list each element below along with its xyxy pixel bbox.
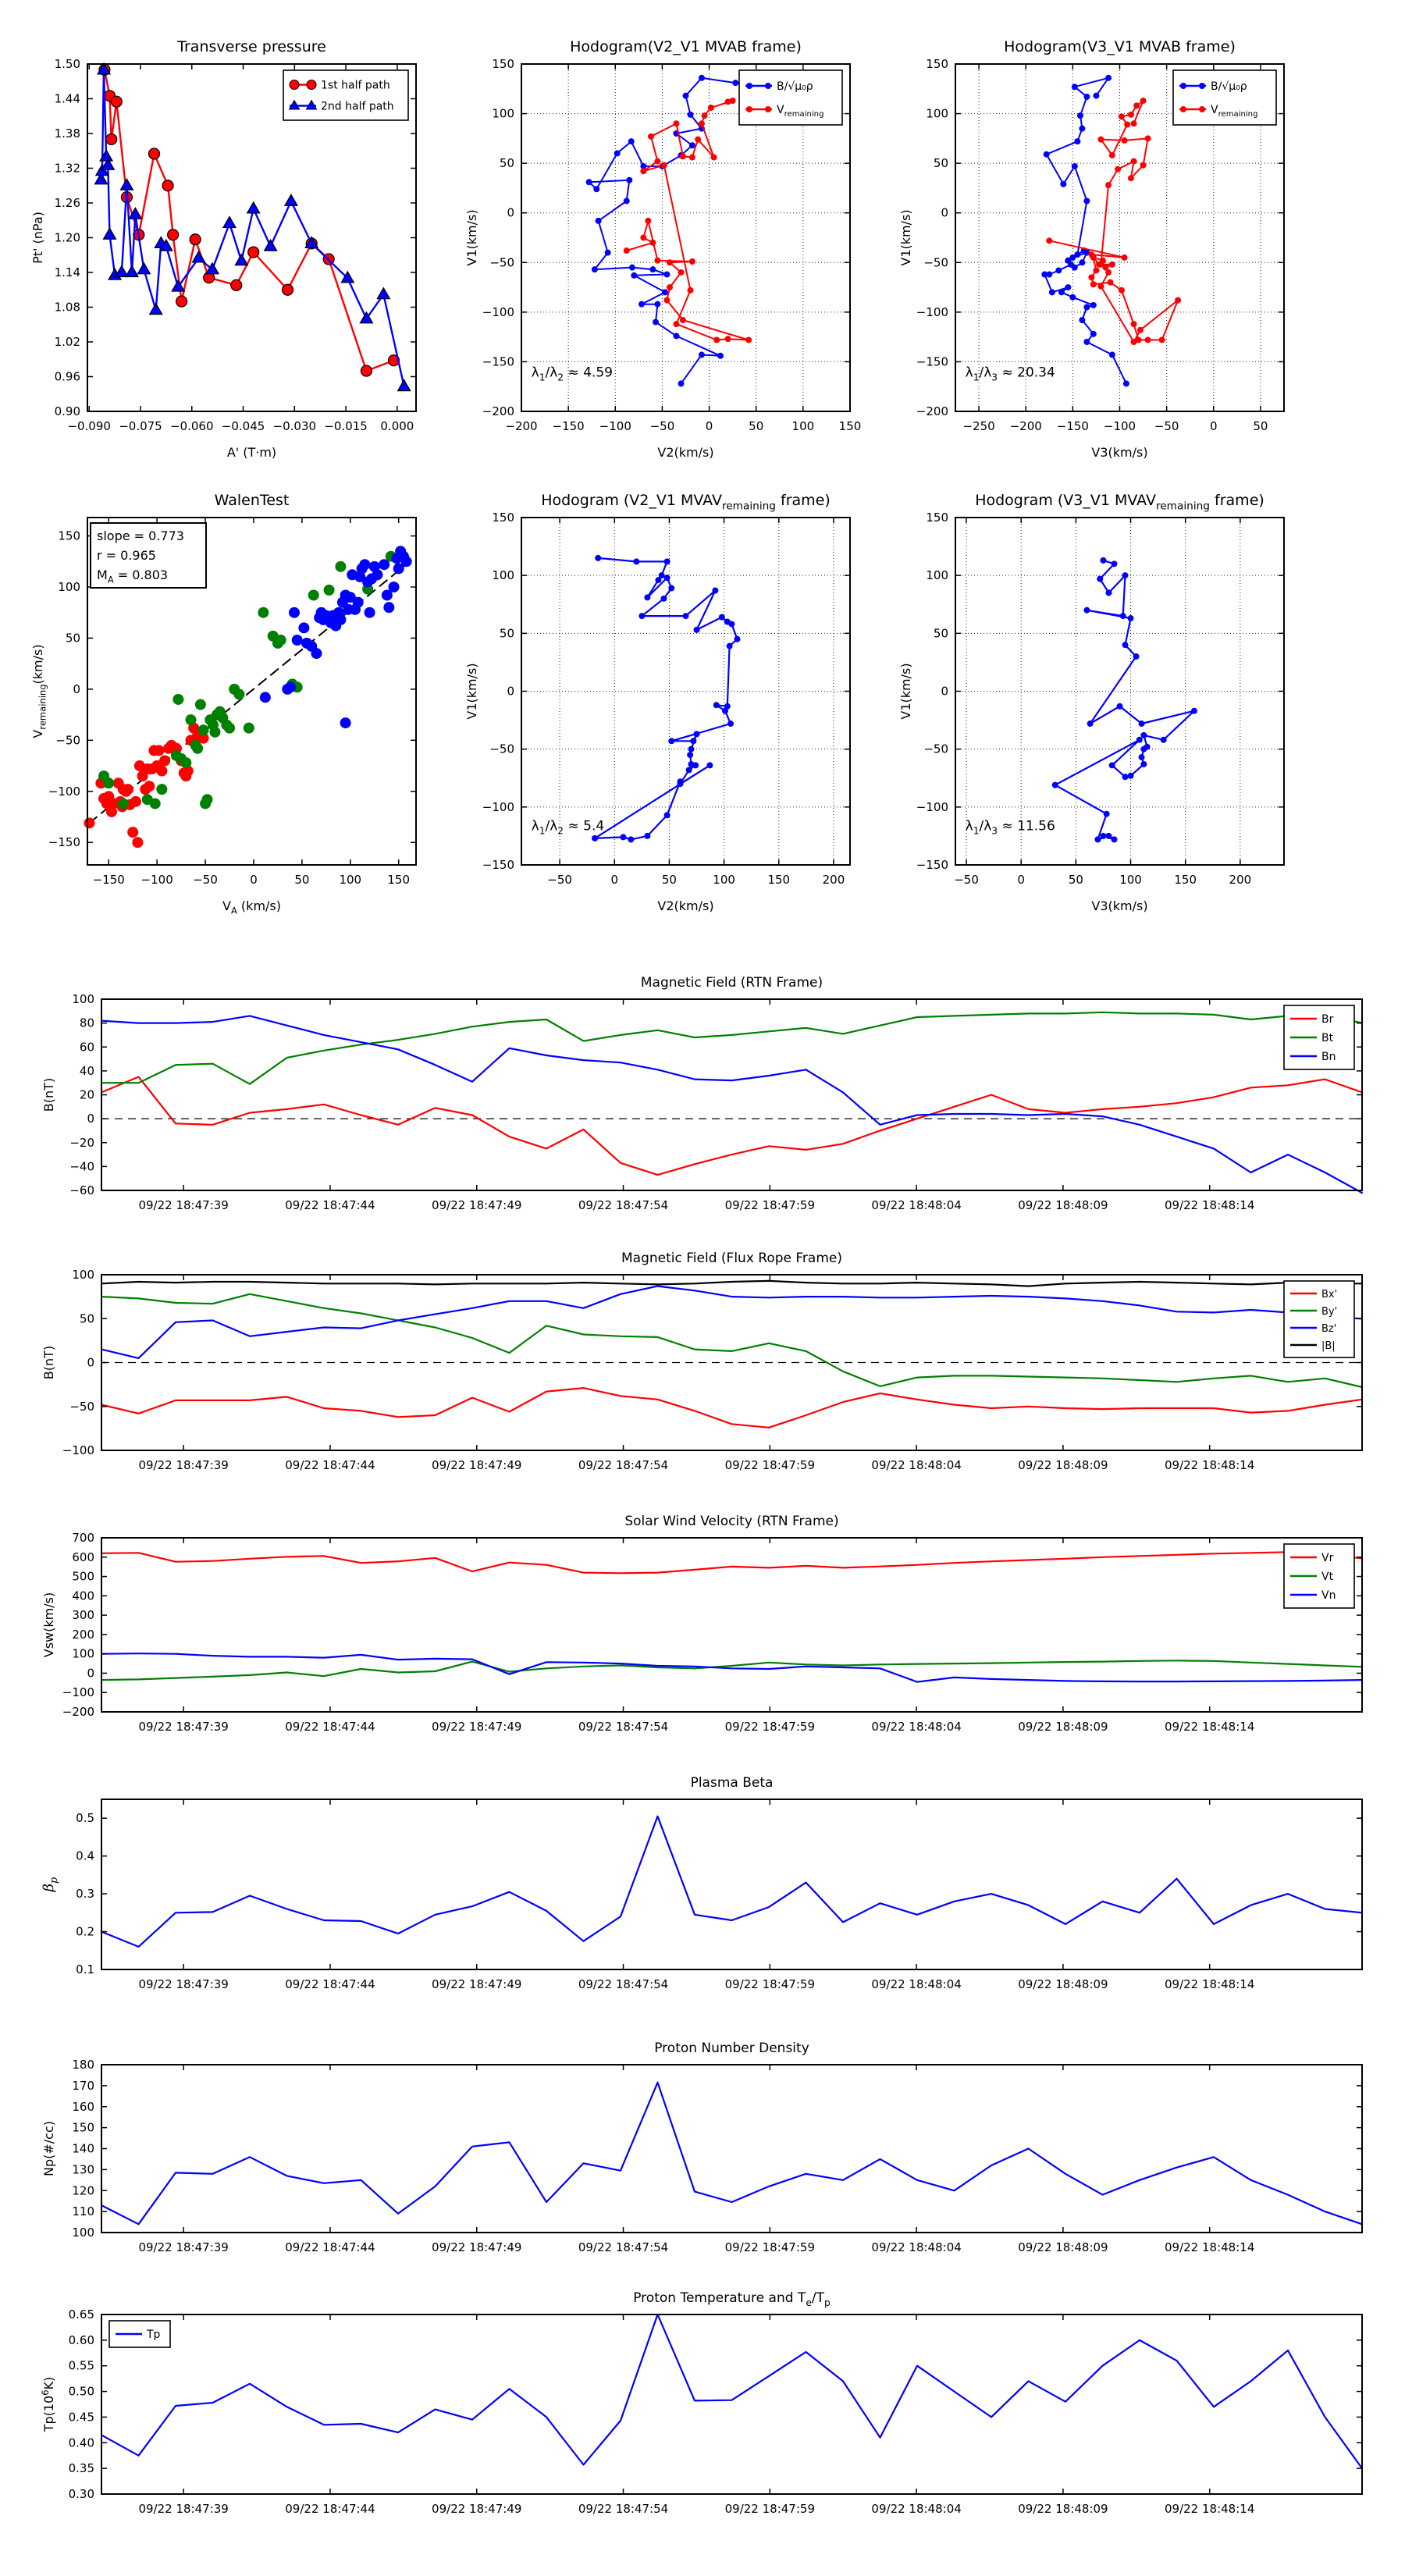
y-tick-label: 120 xyxy=(72,2183,94,2198)
y-tick-label: −60 xyxy=(69,1183,94,1197)
x-tick-label: 09/22 18:47:54 xyxy=(578,1198,669,1212)
x-tick-label: 150 xyxy=(387,873,411,887)
chart-solar-wind-velocity-ylabel: Vsw(km/s) xyxy=(41,1592,56,1658)
y-tick-label: 0.45 xyxy=(68,2410,94,2425)
x-tick-label: 09/22 18:47:44 xyxy=(285,2502,375,2516)
x-tick-label: −150 xyxy=(92,873,125,887)
y-tick-label: 50 xyxy=(933,156,948,171)
x-tick-label: 0 xyxy=(250,873,258,887)
x-tick-label: 09/22 18:47:49 xyxy=(432,1198,522,1212)
y-tick-label: 200 xyxy=(72,1627,94,1642)
y-tick-label: −200 xyxy=(916,404,948,418)
chart-walen-test-title: WalenTest xyxy=(214,492,290,509)
y-tick-label: 1.20 xyxy=(54,230,80,245)
y-tick-label: 0.90 xyxy=(54,404,80,418)
x-tick-label: 09/22 18:48:14 xyxy=(1165,2240,1255,2254)
chart-walen-test-xlabel: $V_A$ (km/s) xyxy=(222,898,281,916)
y-tick-label: 50 xyxy=(499,156,514,171)
x-tick-label: 0 xyxy=(705,419,713,433)
x-tick-label: 09/22 18:48:04 xyxy=(871,2240,962,2254)
x-tick-label: 50 xyxy=(1068,873,1083,887)
y-tick-label: 50 xyxy=(79,1311,94,1326)
chart-hodogram-v3v1-mvav-annotation: $\lambda_1/\lambda_3 \approx 11.56$ xyxy=(965,818,1055,837)
x-tick-label: 0 xyxy=(1017,873,1025,887)
x-tick-label: −50 xyxy=(193,873,218,887)
legend-label: Bx' xyxy=(1321,1289,1338,1300)
y-tick-label: 110 xyxy=(72,2204,94,2219)
x-tick-label: 09/22 18:48:04 xyxy=(871,1720,962,1734)
y-tick-label: −20 xyxy=(69,1135,94,1150)
x-tick-label: −150 xyxy=(552,419,585,433)
x-tick-label: 09/22 18:48:04 xyxy=(871,1198,962,1212)
chart-magnetic-field-rtn-legend xyxy=(1284,1005,1354,1069)
y-tick-label: 0 xyxy=(941,205,948,220)
x-tick-label: 100 xyxy=(1119,873,1142,887)
chart-walen-test-statsbox xyxy=(91,523,206,588)
legend-label: Bz' xyxy=(1321,1323,1337,1335)
x-tick-label: −100 xyxy=(140,873,173,887)
x-tick-label: 100 xyxy=(713,873,735,887)
x-tick-label: 50 xyxy=(661,873,677,887)
x-tick-label: 09/22 18:47:59 xyxy=(724,1977,816,1991)
x-tick-label: 50 xyxy=(749,419,764,433)
chart-proton-temperature-title: Proton Temperature and $T_e/T_p$ xyxy=(633,2290,831,2308)
chart-transverse-pressure-ylabel: Pt' (nPa) xyxy=(30,212,45,264)
y-tick-label: −150 xyxy=(482,858,514,872)
y-tick-label: 50 xyxy=(933,626,948,641)
y-tick-label: 150 xyxy=(492,511,514,525)
x-tick-label: 150 xyxy=(838,419,862,433)
x-tick-label: −0.075 xyxy=(119,419,162,433)
y-tick-label: 0.40 xyxy=(68,2435,94,2450)
x-tick-label: 09/22 18:47:39 xyxy=(138,2240,229,2254)
chart-magnetic-field-rtn-ylabel: B(nT) xyxy=(41,1077,56,1112)
stats-line: $M_A = 0.803$ xyxy=(97,568,169,585)
x-tick-label: 100 xyxy=(339,873,362,887)
x-tick-label: −150 xyxy=(1056,419,1089,433)
y-tick-label: 0.3 xyxy=(76,1887,94,1902)
y-tick-label: 100 xyxy=(492,568,514,583)
x-tick-label: −50 xyxy=(1154,419,1179,433)
chart-solar-wind-velocity-title: Solar Wind Velocity (RTN Frame) xyxy=(624,1514,839,1529)
y-tick-label: 0 xyxy=(73,681,80,696)
y-tick-label: 100 xyxy=(72,1268,94,1282)
x-tick-label: 09/22 18:47:39 xyxy=(138,2502,229,2516)
x-tick-label: −200 xyxy=(505,419,538,433)
y-tick-label: 400 xyxy=(72,1589,94,1603)
y-tick-label: −150 xyxy=(482,354,514,369)
x-tick-label: −250 xyxy=(962,419,995,433)
x-tick-label: 50 xyxy=(1253,419,1268,433)
x-tick-label: 100 xyxy=(791,419,815,433)
y-tick-label: 1.26 xyxy=(54,196,80,210)
y-tick-label: 1.44 xyxy=(54,91,80,106)
y-tick-label: 60 xyxy=(79,1040,94,1055)
chart-hodogram-v3v1-mvav-title: Hodogram (V3_V1 $MVAV_{remaining}$ frame) xyxy=(975,492,1264,513)
y-tick-label: 170 xyxy=(72,2078,94,2093)
chart-hodogram-v2v1-mvab-annotation: $\lambda_1/\lambda_2 \approx 4.59$ xyxy=(531,365,613,383)
x-tick-label: 200 xyxy=(822,873,845,887)
x-tick-label: 09/22 18:47:39 xyxy=(138,1198,229,1212)
x-tick-label: 09/22 18:47:44 xyxy=(285,2240,375,2254)
x-tick-label: 09/22 18:48:09 xyxy=(1018,2240,1108,2254)
x-tick-label: 09/22 18:47:49 xyxy=(432,1720,522,1734)
x-tick-label: −200 xyxy=(1009,419,1042,433)
legend-label: Bt xyxy=(1321,1032,1334,1044)
x-tick-label: −50 xyxy=(649,419,675,433)
y-tick-label: 100 xyxy=(72,2226,94,2240)
chart-hodogram-v2v1-mvav-annotation: $\lambda_1/\lambda_2 \approx 5.4$ xyxy=(531,818,605,837)
y-tick-label: −200 xyxy=(62,1705,94,1719)
chart-hodogram-v2v1-mvab-legend xyxy=(739,70,842,125)
y-tick-label: 0.5 xyxy=(76,1811,94,1826)
chart-hodogram-v2v1-mvab-title: Hodogram(V2_V1 MVAB frame) xyxy=(570,38,802,55)
x-tick-label: 09/22 18:47:54 xyxy=(578,2502,669,2516)
y-tick-label: 1.14 xyxy=(54,265,80,279)
y-tick-label: 600 xyxy=(72,1550,94,1564)
x-tick-label: 09/22 18:47:39 xyxy=(138,1977,229,1991)
legend-label: |B| xyxy=(1321,1340,1336,1352)
y-tick-label: 100 xyxy=(926,568,948,583)
x-tick-label: 09/22 18:47:44 xyxy=(285,1458,375,1472)
y-tick-label: 1.38 xyxy=(54,126,80,141)
y-tick-label: 0.65 xyxy=(68,2307,94,2322)
stats-line: slope = 0.773 xyxy=(97,528,184,543)
y-tick-label: −40 xyxy=(69,1159,94,1174)
x-tick-label: 09/22 18:47:59 xyxy=(724,1458,816,1472)
x-tick-label: 200 xyxy=(1229,873,1252,887)
x-tick-label: 09/22 18:48:14 xyxy=(1165,1720,1255,1734)
x-tick-label: 09/22 18:48:04 xyxy=(871,1977,962,1991)
x-tick-label: 09/22 18:47:54 xyxy=(578,1458,669,1472)
chart-hodogram-v3v1-mvab-ylabel: V1(km/s) xyxy=(898,209,913,266)
y-tick-label: 0.2 xyxy=(76,1924,94,1939)
chart-transverse-pressure-title: Transverse pressure xyxy=(177,38,326,55)
x-tick-label: 09/22 18:48:04 xyxy=(871,2502,962,2516)
chart-hodogram-v2v1-mvav-title: Hodogram (V2_V1 $MVAV_{remaining}$ frame) xyxy=(541,492,831,513)
y-tick-label: 0 xyxy=(507,205,514,220)
y-tick-label: −100 xyxy=(48,784,80,799)
x-tick-label: 09/22 18:48:09 xyxy=(1018,1458,1108,1472)
chart-plasma-beta-ylabel: $\beta_p$ xyxy=(41,1877,61,1892)
y-tick-label: 0.35 xyxy=(68,2461,94,2476)
y-tick-label: 0 xyxy=(941,684,948,699)
chart-proton-temperature-ylabel: $Tp(10^6K)$ xyxy=(39,2376,56,2432)
x-tick-label: 150 xyxy=(1174,873,1197,887)
chart-magnetic-field-rtn-title: Magnetic Field (RTN Frame) xyxy=(640,975,823,991)
chart-hodogram-v3v1-mvav-ylabel: V1(km/s) xyxy=(898,663,913,720)
y-tick-label: −100 xyxy=(482,799,514,814)
chart-hodogram-v3v1-mvab-annotation: $\lambda_1/\lambda_3 \approx 20.34$ xyxy=(965,365,1055,383)
y-tick-label: −150 xyxy=(916,858,948,872)
y-tick-label: 1.08 xyxy=(54,300,80,315)
y-tick-label: 0.4 xyxy=(76,1848,94,1863)
y-tick-label: 150 xyxy=(72,2120,94,2135)
x-tick-label: 09/22 18:48:14 xyxy=(1165,1198,1255,1212)
y-tick-label: 0 xyxy=(87,1112,94,1126)
y-tick-label: 0 xyxy=(87,1666,94,1681)
y-tick-label: 150 xyxy=(926,511,948,525)
y-tick-label: −50 xyxy=(923,742,948,756)
y-tick-label: 1.32 xyxy=(54,161,80,176)
y-tick-label: 1.50 xyxy=(54,57,80,71)
x-tick-label: 09/22 18:47:59 xyxy=(724,1720,816,1734)
y-tick-label: −100 xyxy=(62,1685,94,1700)
y-tick-label: 150 xyxy=(492,57,514,71)
x-tick-label: −0.030 xyxy=(272,419,317,433)
x-tick-label: 09/22 18:48:14 xyxy=(1165,1977,1255,1991)
legend-label: Tp xyxy=(147,2329,161,2341)
x-tick-label: 09/22 18:47:44 xyxy=(285,1977,375,1991)
y-tick-label: 0.96 xyxy=(54,369,80,384)
y-tick-label: 0.1 xyxy=(76,1962,94,1976)
x-tick-label: −0.060 xyxy=(169,419,214,433)
legend-label: By' xyxy=(1321,1306,1338,1318)
y-tick-label: 700 xyxy=(72,1531,94,1545)
chart-plasma-beta-title: Plasma Beta xyxy=(690,1775,774,1791)
x-tick-label: 09/22 18:47:54 xyxy=(578,1720,669,1734)
y-tick-label: 0.50 xyxy=(68,2384,94,2399)
y-tick-label: 300 xyxy=(72,1608,94,1623)
y-tick-label: −100 xyxy=(916,799,948,814)
chart-hodogram-v2v1-mvab-xlabel: V2(km/s) xyxy=(657,445,714,460)
y-tick-label: 1.02 xyxy=(54,335,80,349)
chart-hodogram-v3v1-mvav-xlabel: V3(km/s) xyxy=(1091,898,1148,913)
y-tick-label: 100 xyxy=(72,1646,94,1661)
chart-hodogram-v2v1-mvav-xlabel: V2(km/s) xyxy=(657,898,714,913)
chart-transverse-pressure-legend xyxy=(283,70,408,120)
y-tick-label: 0.55 xyxy=(68,2358,94,2373)
y-tick-label: −150 xyxy=(916,354,948,369)
x-tick-label: 09/22 18:47:44 xyxy=(285,1720,375,1734)
chart-hodogram-v2v1-mvab-ylabel: V1(km/s) xyxy=(464,209,479,266)
x-tick-label: 09/22 18:47:54 xyxy=(578,2240,669,2254)
y-tick-label: 160 xyxy=(72,2099,94,2114)
y-tick-label: 150 xyxy=(926,57,948,71)
y-tick-label: 20 xyxy=(79,1087,94,1102)
x-tick-label: −100 xyxy=(599,419,631,433)
x-tick-label: 0 xyxy=(1210,419,1218,433)
y-tick-label: 0 xyxy=(87,1355,94,1370)
y-tick-label: −100 xyxy=(62,1443,94,1457)
x-tick-label: 0.000 xyxy=(380,419,414,433)
y-tick-label: 100 xyxy=(492,106,514,121)
x-tick-label: 09/22 18:47:59 xyxy=(724,2240,816,2254)
y-tick-label: −100 xyxy=(916,304,948,319)
legend-label: $V_{remaining}$ xyxy=(1211,104,1258,119)
x-tick-label: −50 xyxy=(547,873,572,887)
chart-proton-number-density-ylabel: Np(#/cc) xyxy=(41,2121,56,2176)
y-tick-label: −50 xyxy=(69,1399,94,1414)
x-tick-label: 09/22 18:48:04 xyxy=(871,1458,962,1472)
chart-magnetic-field-flux-rope-title: Magnetic Field (Flux Rope Frame) xyxy=(621,1251,842,1266)
legend-label: B/√μ₀ρ xyxy=(1211,80,1247,93)
y-tick-label: −200 xyxy=(482,404,514,418)
y-tick-label: −50 xyxy=(55,733,80,748)
legend-label: 1st half path xyxy=(321,79,390,92)
x-tick-label: 09/22 18:47:44 xyxy=(285,1198,375,1212)
x-tick-label: 09/22 18:48:14 xyxy=(1165,1458,1255,1472)
chart-hodogram-v3v1-mvab-xlabel: V3(km/s) xyxy=(1091,445,1148,460)
x-tick-label: 09/22 18:47:49 xyxy=(432,2240,522,2254)
chart-magnetic-field-flux-rope-ylabel: B(nT) xyxy=(41,1345,56,1380)
x-tick-label: 09/22 18:47:54 xyxy=(578,1977,669,1991)
x-tick-label: −0.015 xyxy=(324,419,368,433)
x-tick-label: 09/22 18:47:39 xyxy=(138,1458,229,1472)
y-tick-label: 50 xyxy=(499,626,514,641)
y-tick-label: 100 xyxy=(58,580,80,594)
legend-label: Bn xyxy=(1321,1051,1336,1063)
y-tick-label: 80 xyxy=(79,1016,94,1030)
y-tick-label: −100 xyxy=(482,304,514,319)
y-tick-label: 0 xyxy=(507,684,514,699)
y-tick-label: 180 xyxy=(72,2058,94,2072)
x-tick-label: 09/22 18:48:09 xyxy=(1018,1977,1108,1991)
legend-label: 2nd half path xyxy=(321,100,394,113)
x-tick-label: 09/22 18:48:09 xyxy=(1018,1720,1108,1734)
chart-hodogram-v2v1-mvav-ylabel: V1(km/s) xyxy=(464,663,479,720)
x-tick-label: 150 xyxy=(767,873,791,887)
x-tick-label: 09/22 18:48:09 xyxy=(1018,2502,1108,2516)
legend-label: Vr xyxy=(1321,1552,1334,1564)
x-tick-label: 09/22 18:47:39 xyxy=(138,1720,229,1734)
y-tick-label: −50 xyxy=(489,742,514,756)
legend-label: Br xyxy=(1321,1013,1334,1026)
x-tick-label: 09/22 18:47:59 xyxy=(724,2502,816,2516)
y-tick-label: −150 xyxy=(48,835,80,850)
legend-label: Vn xyxy=(1321,1589,1336,1602)
x-tick-label: −0.090 xyxy=(67,419,111,433)
x-tick-label: 09/22 18:47:49 xyxy=(432,2502,522,2516)
chart-solar-wind-velocity-legend xyxy=(1284,1544,1354,1608)
x-tick-label: 09/22 18:47:49 xyxy=(432,1458,522,1472)
y-tick-label: 50 xyxy=(65,631,80,646)
y-tick-label: 100 xyxy=(72,992,94,1006)
legend-label: B/√μ₀ρ xyxy=(777,80,813,93)
x-tick-label: 09/22 18:48:14 xyxy=(1165,2502,1255,2516)
y-tick-label: 0.60 xyxy=(68,2332,94,2347)
stats-line: r = 0.965 xyxy=(97,548,156,563)
x-tick-label: 09/22 18:47:49 xyxy=(432,1977,522,1991)
y-tick-label: 40 xyxy=(79,1063,94,1078)
chart-hodogram-v3v1-mvab-title: Hodogram(V3_V1 MVAB frame) xyxy=(1004,38,1236,55)
x-tick-label: −100 xyxy=(1103,419,1136,433)
chart-hodogram-v3v1-mvab-legend xyxy=(1173,70,1276,125)
y-tick-label: 500 xyxy=(72,1569,94,1584)
y-tick-label: 130 xyxy=(72,2162,94,2177)
chart-proton-temperature-legend xyxy=(109,2321,170,2347)
y-tick-label: 140 xyxy=(72,2141,94,2156)
y-tick-label: −50 xyxy=(923,255,948,270)
x-tick-label: 50 xyxy=(294,873,310,887)
chart-transverse-pressure-xlabel: A' (T·m) xyxy=(226,445,277,460)
y-tick-label: 150 xyxy=(58,528,80,543)
x-tick-label: 09/22 18:48:09 xyxy=(1018,1198,1108,1212)
x-tick-label: −0.045 xyxy=(221,419,265,433)
chart-proton-number-density-title: Proton Number Density xyxy=(654,2041,809,2056)
x-tick-label: 0 xyxy=(610,873,619,887)
legend-label: Vt xyxy=(1321,1571,1334,1583)
chart-magnetic-field-flux-rope-legend xyxy=(1284,1281,1354,1357)
chart-walen-test-ylabel: $V_{remaining}(km/s)$ xyxy=(30,644,48,738)
legend-label: $V_{remaining}$ xyxy=(777,104,824,119)
y-tick-label: −50 xyxy=(489,255,514,270)
y-tick-label: 100 xyxy=(926,106,948,121)
x-tick-label: 09/22 18:47:59 xyxy=(724,1198,816,1212)
y-tick-label: 0.30 xyxy=(68,2487,94,2501)
x-tick-label: −50 xyxy=(954,873,979,887)
